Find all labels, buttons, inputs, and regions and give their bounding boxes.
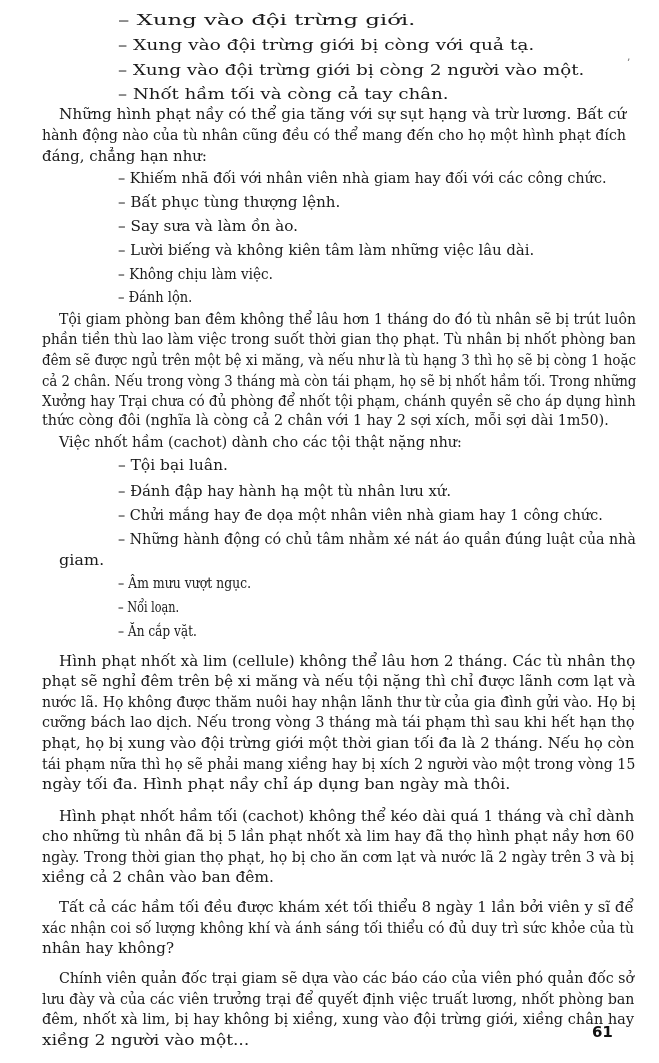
text-line: – Ăn cắp vặt. (118, 623, 197, 640)
text-line: – Những hành động có chủ tâm nhằm xé nát áo quần đúng luật của nhà (118, 531, 636, 548)
text-line: đáng, chẳng hạn như: (42, 148, 207, 165)
text-line: – Đánh lộn. (118, 289, 193, 306)
text-line: xiềng cả 2 chân vào ban đêm. (42, 869, 274, 886)
text-line: – Nhốt hầm tối và còng cả tay chân. (118, 86, 449, 103)
text-line: Những hình phạt nầy có thể gia tăng với sự sụt hạng và trừ lương. Bất cứ (59, 106, 627, 123)
text-line: đêm sẽ được ngủ trên một bệ xi măng, và nếu như là tù hạng 3 thì họ sẽ bị còng 1 hoặc (42, 352, 636, 369)
text-line: Việc nhốt hầm (cachot) dành cho các tội thật nặng như: (59, 434, 462, 451)
text-line: – Nổi loạn. (118, 599, 180, 616)
page-number: 61 (592, 1023, 613, 1041)
text-line: nhân hay không? (42, 940, 175, 957)
text-line: thức còng đôi (nghĩa là còng cả 2 chân với 1 hay 2 sợi xích, mỗi sợi dài 1m50). (42, 412, 609, 429)
text-line: ngày. Trong thời gian thọ phạt, họ bị cho ăn cơm lạt và nước lã 2 ngày trên 3 và bị (42, 849, 635, 866)
text-line: Hình phạt nhốt hầm tối (cachot) không thể kéo dài quá 1 tháng và chỉ dành (59, 808, 635, 825)
text-line: – Đánh đập hay hành hạ một tù nhân lưu xứ. (118, 483, 452, 500)
text-line: – Khiếm nhã đối với nhân viên nhà giam hay đối với các công chức. (118, 170, 607, 187)
text-line: – Xung vào đội trừng giới bị còng với quả tạ. (118, 37, 535, 54)
text-line: Hình phạt nhốt xà lim (cellule) không thể lâu hơn 2 tháng. Các tù nhân thọ (59, 653, 636, 670)
text-line: cưỡng bách lao dịch. Nếu trong vòng 3 tháng mà tái phạm thì sau khi hết hạn thọ (42, 714, 635, 731)
text-line: cho những tù nhân đã bị 5 lần phạt nhốt xà lim hay đã thọ hình phạt nầy hơn 60 (42, 828, 635, 845)
margin-mark: ’ (627, 58, 631, 69)
text-line: ngày tối đa. Hình phạt nầy chỉ áp dụng ban ngày mà thôi. (42, 776, 511, 793)
text-line: tái phạm nữa thì họ sẽ phải mang xiềng hay bị xích 2 người vào một trong vòng 15 (42, 756, 636, 773)
text-line: – Âm mưu vượt ngục. (118, 575, 252, 592)
text-line: nước lã. Họ không được thăm nuôi hay nhận lãnh thư từ của gia đình gửi vào. Họ bị (42, 694, 636, 711)
text-line: xác nhận coi số lượng không khí và ánh sáng tối thiểu có đủ duy trì sức khỏe của tù (42, 920, 635, 937)
text-line: Tất cả các hầm tối đều được khám xét tối thiểu 8 ngày 1 lần bởi viên y sĩ để (59, 899, 634, 916)
text-line: phạt, họ bị xung vào đội trừng giới một thời gian tối đa là 2 tháng. Nếu họ còn (42, 735, 635, 752)
text-line: – Say sưa và làm ồn ào. (118, 218, 299, 235)
text-line: hành động nào của tù nhân cũng đều có thể mang đến cho họ một hình phạt đích (42, 127, 626, 144)
text-line: Chính viên quản đốc trại giam sẽ dựa vào các báo cáo của viên phó quản đốc sở (59, 970, 635, 987)
text-line: lưu đày và của các viên trưởng trại để quyết định việc truất lương, nhốt phòng ban (42, 991, 635, 1008)
text-line: – Chửi mắng hay đe dọa một nhân viên nhà giam hay 1 công chức. (118, 507, 603, 524)
text-line: đêm, nhốt xà lim, bị hay không bị xiềng, xung vào đội trừng giới, xiềng chân hay (42, 1011, 635, 1028)
text-line: cả 2 chân. Nếu trong vòng 3 tháng mà còn tái phạm, họ sẽ bị nhốt hầm tối. Trong những (42, 373, 637, 390)
text-line: Tội giam phòng ban đêm không thể lâu hơn 1 tháng do đó tù nhân sẽ bị trút luôn (59, 311, 637, 328)
text-line: giam. (59, 552, 105, 569)
text-line: – Tội bại luân. (118, 457, 228, 474)
text-line: phần tiền thù lao làm việc trong suốt thời gian thọ phạt. Tù nhân bị nhốt phòng ban (42, 331, 636, 348)
text-line: – Lười biếng và không kiên tâm làm những việc lâu dài. (118, 242, 535, 259)
text-line: xiềng 2 người vào một... (42, 1032, 250, 1049)
text-line: phạt sẽ nghỉ đêm trên bệ xi măng và nếu tội nặng thì chỉ được lãnh cơm lạt và (42, 673, 636, 690)
text-line: – Bất phục tùng thượng lệnh. (118, 194, 341, 211)
text-line: Xưởng hay Trại chưa có đủ phòng để nhốt tội phạm, chánh quyền sẽ cho áp dụng hình (42, 393, 636, 410)
text-line: – Xung vào đội trừng giới bị còng 2 người vào một. (118, 62, 585, 79)
text-line: – Không chịu làm việc. (118, 266, 273, 283)
text-line: – Xung vào đội trừng giới. (118, 12, 416, 29)
